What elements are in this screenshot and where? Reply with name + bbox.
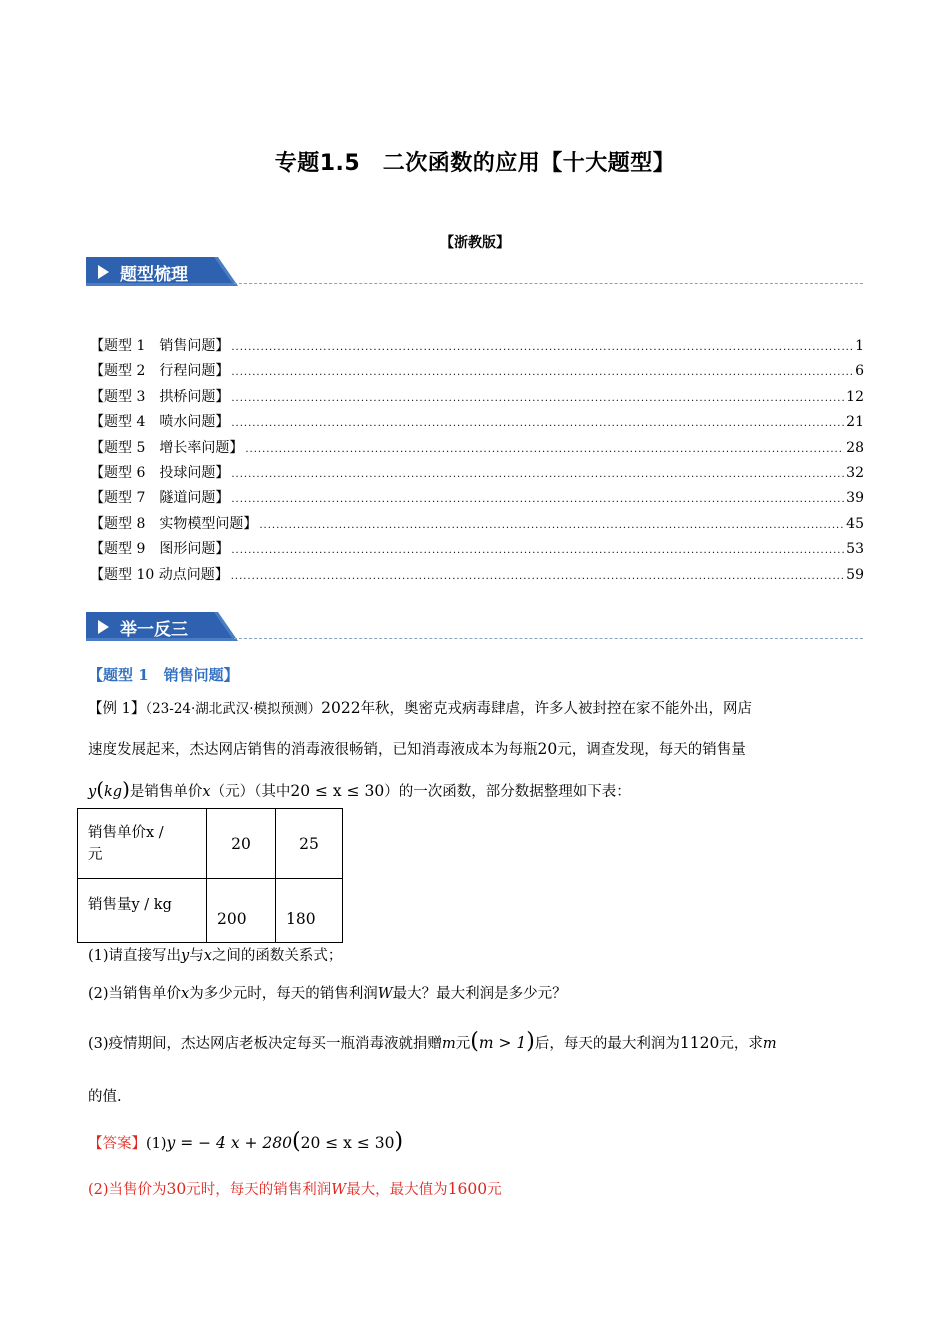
condition-expr: m > 1	[478, 1034, 527, 1052]
toc-leader-dots	[231, 410, 844, 436]
toc-entry-page: 32	[846, 464, 864, 481]
answer-text: 最大，最大值为	[346, 1182, 448, 1198]
row-header-price: 销售单价x /	[88, 824, 164, 841]
toc-leader-dots	[245, 436, 844, 462]
question-3-cont	[88, 1079, 860, 1115]
table-cell: 20	[207, 809, 276, 879]
answer-formula: y = − 4 x + 280	[166, 1134, 293, 1152]
toc-entry[interactable]	[90, 334, 864, 359]
var-x: x	[203, 948, 212, 964]
example-text: 速度发展起来，杰达网店销售的消毒液很畅销，已知消毒液成本为每瓶	[88, 742, 538, 758]
toc-entry[interactable]	[90, 385, 864, 410]
toc-leader-dots	[231, 359, 853, 385]
toc-entry-page: 39	[846, 490, 864, 507]
dashed-rule	[234, 283, 863, 284]
answer-range: 20 ≤ x ≤ 30	[300, 1134, 395, 1152]
toc-leader-dots	[231, 537, 844, 563]
example-line-2	[88, 731, 860, 768]
page-title: 专题1.5 二次函数的应用【十大题型】	[274, 151, 676, 176]
table-cell-header: 销售量y / kg	[78, 879, 207, 943]
toc-entry-page: 21	[846, 414, 864, 431]
toc-entry[interactable]	[90, 512, 864, 537]
example-source: （23-24·湖北武汉·模拟预测）	[145, 701, 322, 717]
toc-entry-label: 【题型 4 喷水问题】	[90, 414, 230, 431]
unit-kg: kg	[104, 784, 123, 800]
question-text: (3)疫情期间，杰达网店老板决定每买一瓶消毒液就捐赠	[88, 1036, 443, 1052]
answer-text: (2)当售价为	[88, 1182, 167, 1198]
banner-label: 题型梳理	[120, 265, 188, 285]
question-2	[88, 976, 860, 1012]
example-text: ）的一次函数，部分数据整理如下表：	[384, 784, 631, 800]
range-expr: 20 ≤ x ≤ 30	[290, 782, 385, 800]
table-cell: 180	[276, 879, 343, 943]
answer-text: (1)	[146, 1136, 167, 1152]
toc-entry-label: 【题型 3 拱桥问题】	[90, 388, 230, 405]
edition-label: 【浙教版】	[440, 235, 510, 251]
toc-entry-page: 59	[846, 566, 864, 583]
table-row	[78, 879, 343, 943]
toc-leader-dots	[231, 461, 844, 487]
year-value: 2022	[321, 699, 361, 717]
var-x: x	[202, 784, 211, 800]
play-icon	[98, 265, 109, 279]
toc-entry[interactable]	[90, 537, 864, 562]
question-text: (2)当销售单价	[88, 986, 182, 1002]
toc-leader-dots	[231, 563, 844, 589]
table-cell: 25	[276, 809, 343, 879]
example-label: 【例 1】	[88, 701, 146, 717]
toc-entry[interactable]	[90, 359, 864, 384]
var-m: m	[762, 1036, 777, 1052]
question-text: 后，每天的最大利润为	[534, 1036, 680, 1052]
question-text: 最大？最大利润是多少元？	[392, 986, 567, 1002]
answer-text: 元时，每天的销售利润	[186, 1182, 332, 1198]
toc-leader-dots	[231, 486, 844, 512]
toc-entry-label: 【题型 2 行程问题】	[90, 363, 230, 380]
toc-entry-page: 45	[846, 515, 864, 532]
data-table	[77, 808, 343, 943]
example-text: （元）（其中	[210, 784, 291, 800]
question-text: 元	[455, 1036, 471, 1052]
toc-leader-dots	[231, 334, 853, 360]
toc-entry[interactable]	[90, 563, 864, 588]
toc-entry-label: 【题型 8 实物模型问题】	[90, 515, 258, 532]
question-text: 元，求	[719, 1036, 763, 1052]
banner-label: 举一反三	[120, 620, 188, 640]
table-of-contents	[90, 334, 864, 588]
example-line-3: y(kg)是销售单价x（元）（其中20 ≤ x ≤ 30）的一次函数，部分数据整理如下表：	[88, 777, 631, 801]
var-y: y	[88, 784, 97, 800]
var-x: x	[181, 986, 190, 1002]
toc-leader-dots	[259, 512, 844, 538]
row-header-price-unit: 元	[88, 846, 103, 863]
max-profit-value: 1120	[679, 1034, 720, 1052]
toc-entry-label: 【题型 9 图形问题】	[90, 541, 230, 558]
section-banner-overview	[86, 257, 863, 287]
answer-2	[88, 1171, 860, 1208]
table-cell-header	[78, 809, 207, 879]
question-text: 为多少元时，每天的销售利润	[189, 986, 378, 1002]
section-banner-examples	[86, 612, 863, 642]
toc-entry-page: 1	[855, 338, 864, 354]
var-w: W	[331, 1182, 347, 1198]
table-cell: 200	[207, 879, 276, 943]
example-text: 元，调查发现，每天的销售量	[557, 742, 746, 758]
question-3: (3)疫情期间，杰达网店老板决定每买一瓶消毒液就捐赠m元(m > 1)后，每天的最大利润为1120元，求m	[88, 1029, 777, 1054]
table-row	[78, 809, 343, 879]
toc-entry-page: 12	[846, 388, 864, 405]
var-w: W	[377, 986, 393, 1002]
toc-entry-label: 【题型 7 隧道问题】	[90, 490, 230, 507]
question-text: 与	[189, 948, 204, 964]
answer-text: 元	[487, 1182, 502, 1198]
example-text: 是销售单价	[129, 784, 203, 800]
answer-1: 【答案】(1)y = − 4 x + 280(20 ≤ x ≤ 30)	[88, 1129, 404, 1154]
toc-entry[interactable]	[90, 461, 864, 486]
section-heading: 【题型 1 销售问题】	[88, 666, 239, 684]
toc-entry-label: 【题型 10 动点问题】	[90, 566, 229, 583]
var-m: m	[442, 1036, 456, 1052]
question-text: (1)请直接写出	[88, 948, 182, 964]
toc-entry[interactable]	[90, 410, 864, 435]
toc-entry-page: 28	[846, 439, 864, 456]
toc-entry[interactable]	[90, 486, 864, 511]
toc-entry-page: 53	[846, 541, 864, 558]
toc-entry-label: 【题型 6 投球问题】	[90, 464, 230, 481]
question-text: 之间的函数关系式；	[211, 948, 343, 964]
answer-max-value: 1600	[447, 1180, 488, 1198]
toc-entry-page: 6	[855, 363, 864, 380]
play-icon	[98, 620, 109, 634]
toc-entry-label: 【题型 1 销售问题】	[90, 338, 230, 354]
cost-value: 20	[537, 740, 558, 758]
example-text: 年秋，奥密克戎病毒肆虐，许多人被封控在家不能外出，网店	[360, 701, 753, 717]
answer-price: 30	[166, 1180, 187, 1198]
answer-label: 【答案】	[88, 1136, 146, 1152]
toc-leader-dots	[231, 385, 844, 411]
dashed-rule	[234, 638, 863, 639]
toc-entry-label: 【题型 5 增长率问题】	[90, 439, 244, 456]
toc-entry[interactable]	[90, 436, 864, 461]
example-line-1	[88, 690, 860, 727]
var-y: y	[181, 948, 190, 964]
question-1	[88, 938, 860, 974]
question-text: 的值.	[88, 1089, 122, 1105]
